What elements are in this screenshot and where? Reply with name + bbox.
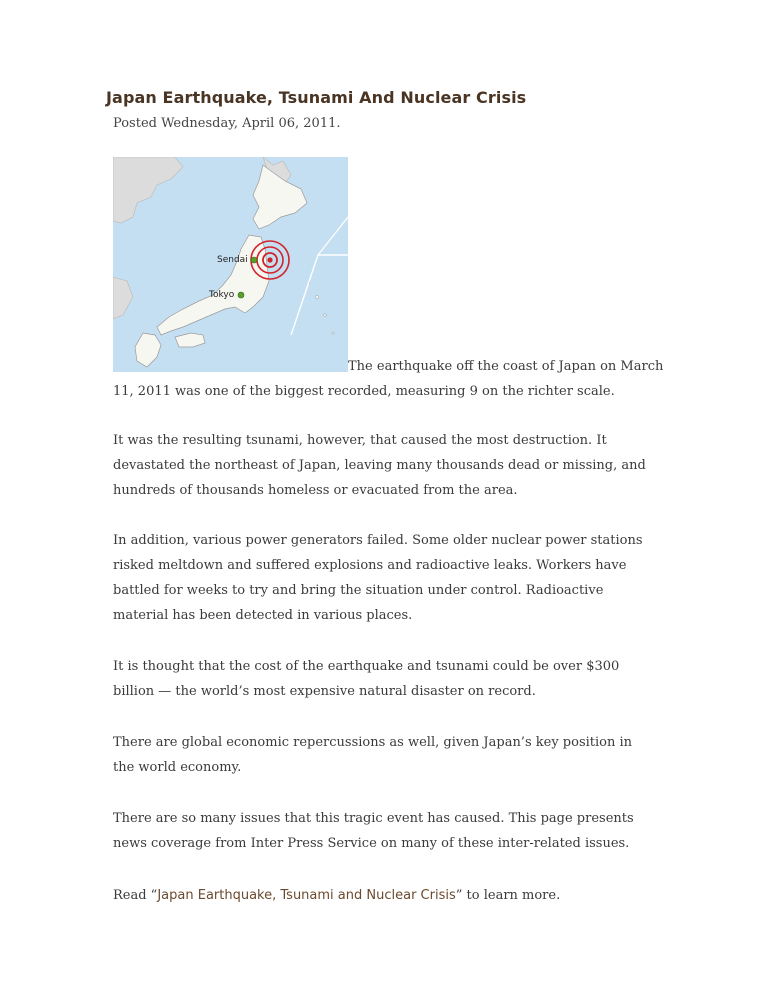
- paragraph-2: It was the resulting tsunami, however, that caused the most destruction. It devastated the northeast of Japan, leaving many thousands dead or missing, and hundreds of thousands homeless or evacuated from the area.: [113, 433, 646, 498]
- paragraph-1-line-1: The earthquake off the coast of Japan on March: [348, 359, 664, 374]
- tokyo-marker: [238, 292, 244, 298]
- island: [324, 314, 327, 317]
- paragraph-3: In addition, various power generators failed. Some older nuclear power stations risked meltdown and suffered explosions and radioactive leaks. Workers have battled for weeks to try and bring the situation under control. Radioactive material has been detected in various places.: [113, 533, 643, 623]
- read-more-suffix: ” to learn more.: [455, 888, 561, 903]
- epicenter-dot: [267, 257, 272, 262]
- paragraph-1-line-2: 11, 2011 was one of the biggest recorded, measuring 9 on the richter scale.: [113, 384, 615, 399]
- japan-earthquake-map: [113, 157, 348, 372]
- tokyo-label: Tokyo: [209, 290, 235, 300]
- island: [315, 295, 318, 298]
- read-more-line: [113, 883, 560, 908]
- island: [332, 332, 334, 334]
- sendai-label: Sendai: [217, 255, 248, 265]
- paragraph-4: It is thought that the cost of the earthquake and tsunami could be over $300 billion — the world’s most expensive natural disaster on record.: [113, 659, 620, 699]
- sendai-marker: [251, 257, 257, 263]
- read-more-link[interactable]: Japan Earthquake, Tsunami and Nuclear Crisis: [157, 888, 456, 903]
- paragraph-6: There are so many issues that this tragic event has caused. This page presents news coverage from Inter Press Service on many of these inter-related issues.: [113, 811, 634, 851]
- posted-date: Posted Wednesday, April 06, 2011.: [113, 116, 341, 131]
- map-graphic: [113, 157, 348, 372]
- paragraph-5: There are global economic repercussions as well, given Japan’s key position in the world economy.: [113, 735, 633, 775]
- read-more-prefix: Read “: [113, 888, 158, 903]
- article-title: Japan Earthquake, Tsunami And Nuclear Crisis: [106, 88, 527, 107]
